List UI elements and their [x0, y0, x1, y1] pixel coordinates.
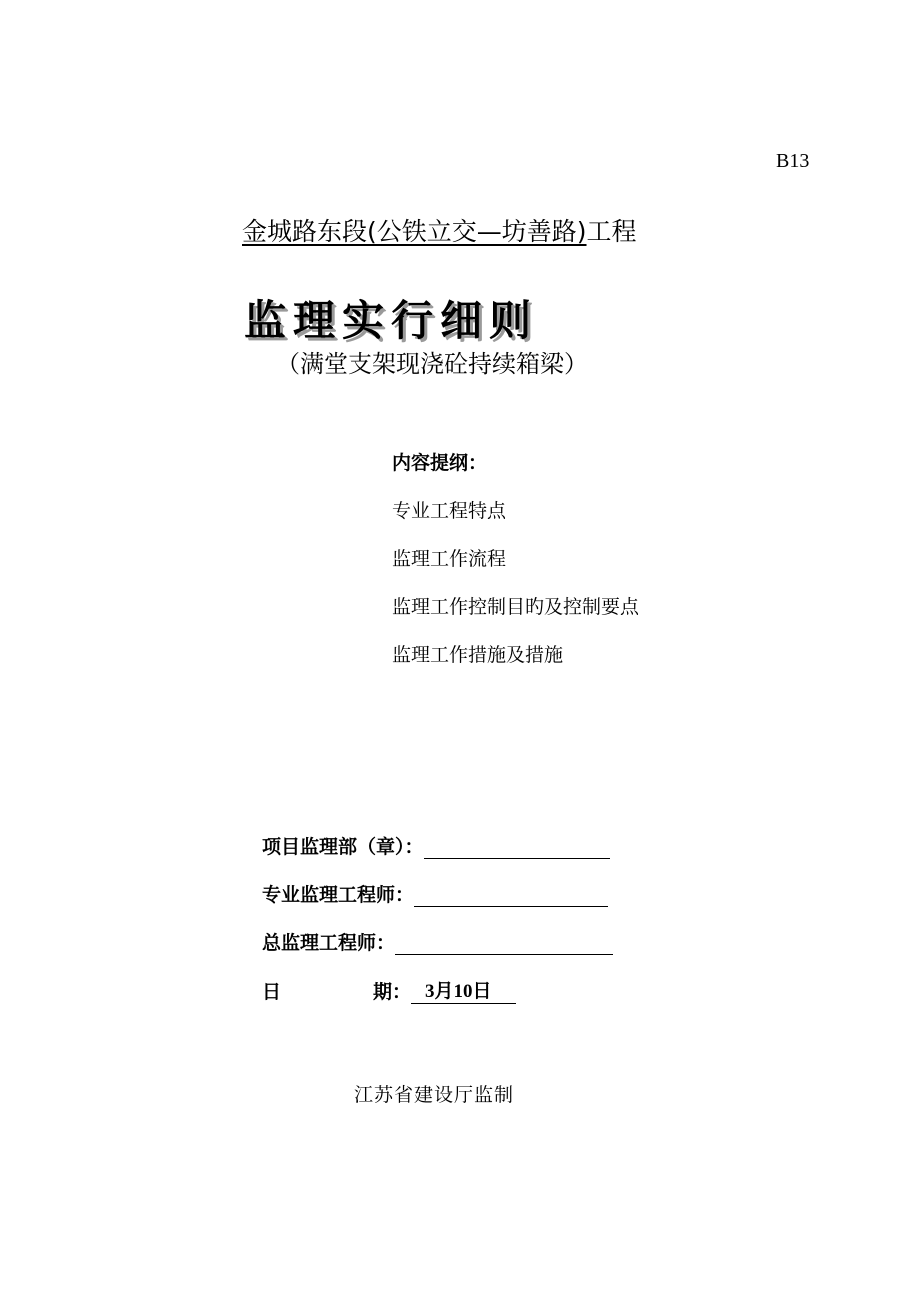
project-name: 金城路东段(公铁立交—坊善路)	[242, 217, 587, 246]
date-label-right: 期：	[373, 981, 412, 1003]
form-code: B13	[776, 150, 810, 172]
outline-item: 监理工作措施及措施	[392, 644, 564, 666]
date-value: 3月10日	[411, 976, 516, 1004]
department-signature-line	[424, 836, 610, 859]
chief-engineer-label: 总监理工程师：	[262, 932, 396, 954]
date-row	[262, 976, 516, 1004]
document-subtitle: （满堂支架现浇砼持续箱梁）	[276, 350, 588, 378]
outline-heading: 内容提纲：	[392, 452, 488, 474]
specialty-engineer-row	[262, 880, 608, 907]
date-label-left: 日	[262, 981, 282, 1003]
outline-item: 监理工作流程	[392, 548, 507, 570]
chief-engineer-row	[262, 928, 613, 955]
specialty-engineer-signature-line	[414, 884, 608, 907]
specialty-engineer-label: 专业监理工程师：	[262, 884, 415, 906]
project-title-suffix: 工程	[586, 217, 637, 246]
issuer: 江苏省建设厅监制	[354, 1084, 515, 1106]
outline-item: 专业工程特点	[392, 500, 507, 522]
project-title	[242, 212, 637, 248]
outline-item: 监理工作控制目旳及控制要点	[392, 596, 640, 618]
department-label: 项目监理部（章）：	[262, 836, 424, 858]
document-title: 监理实行细则	[244, 296, 539, 345]
chief-engineer-signature-line	[395, 932, 613, 955]
department-signature-row	[262, 832, 610, 859]
